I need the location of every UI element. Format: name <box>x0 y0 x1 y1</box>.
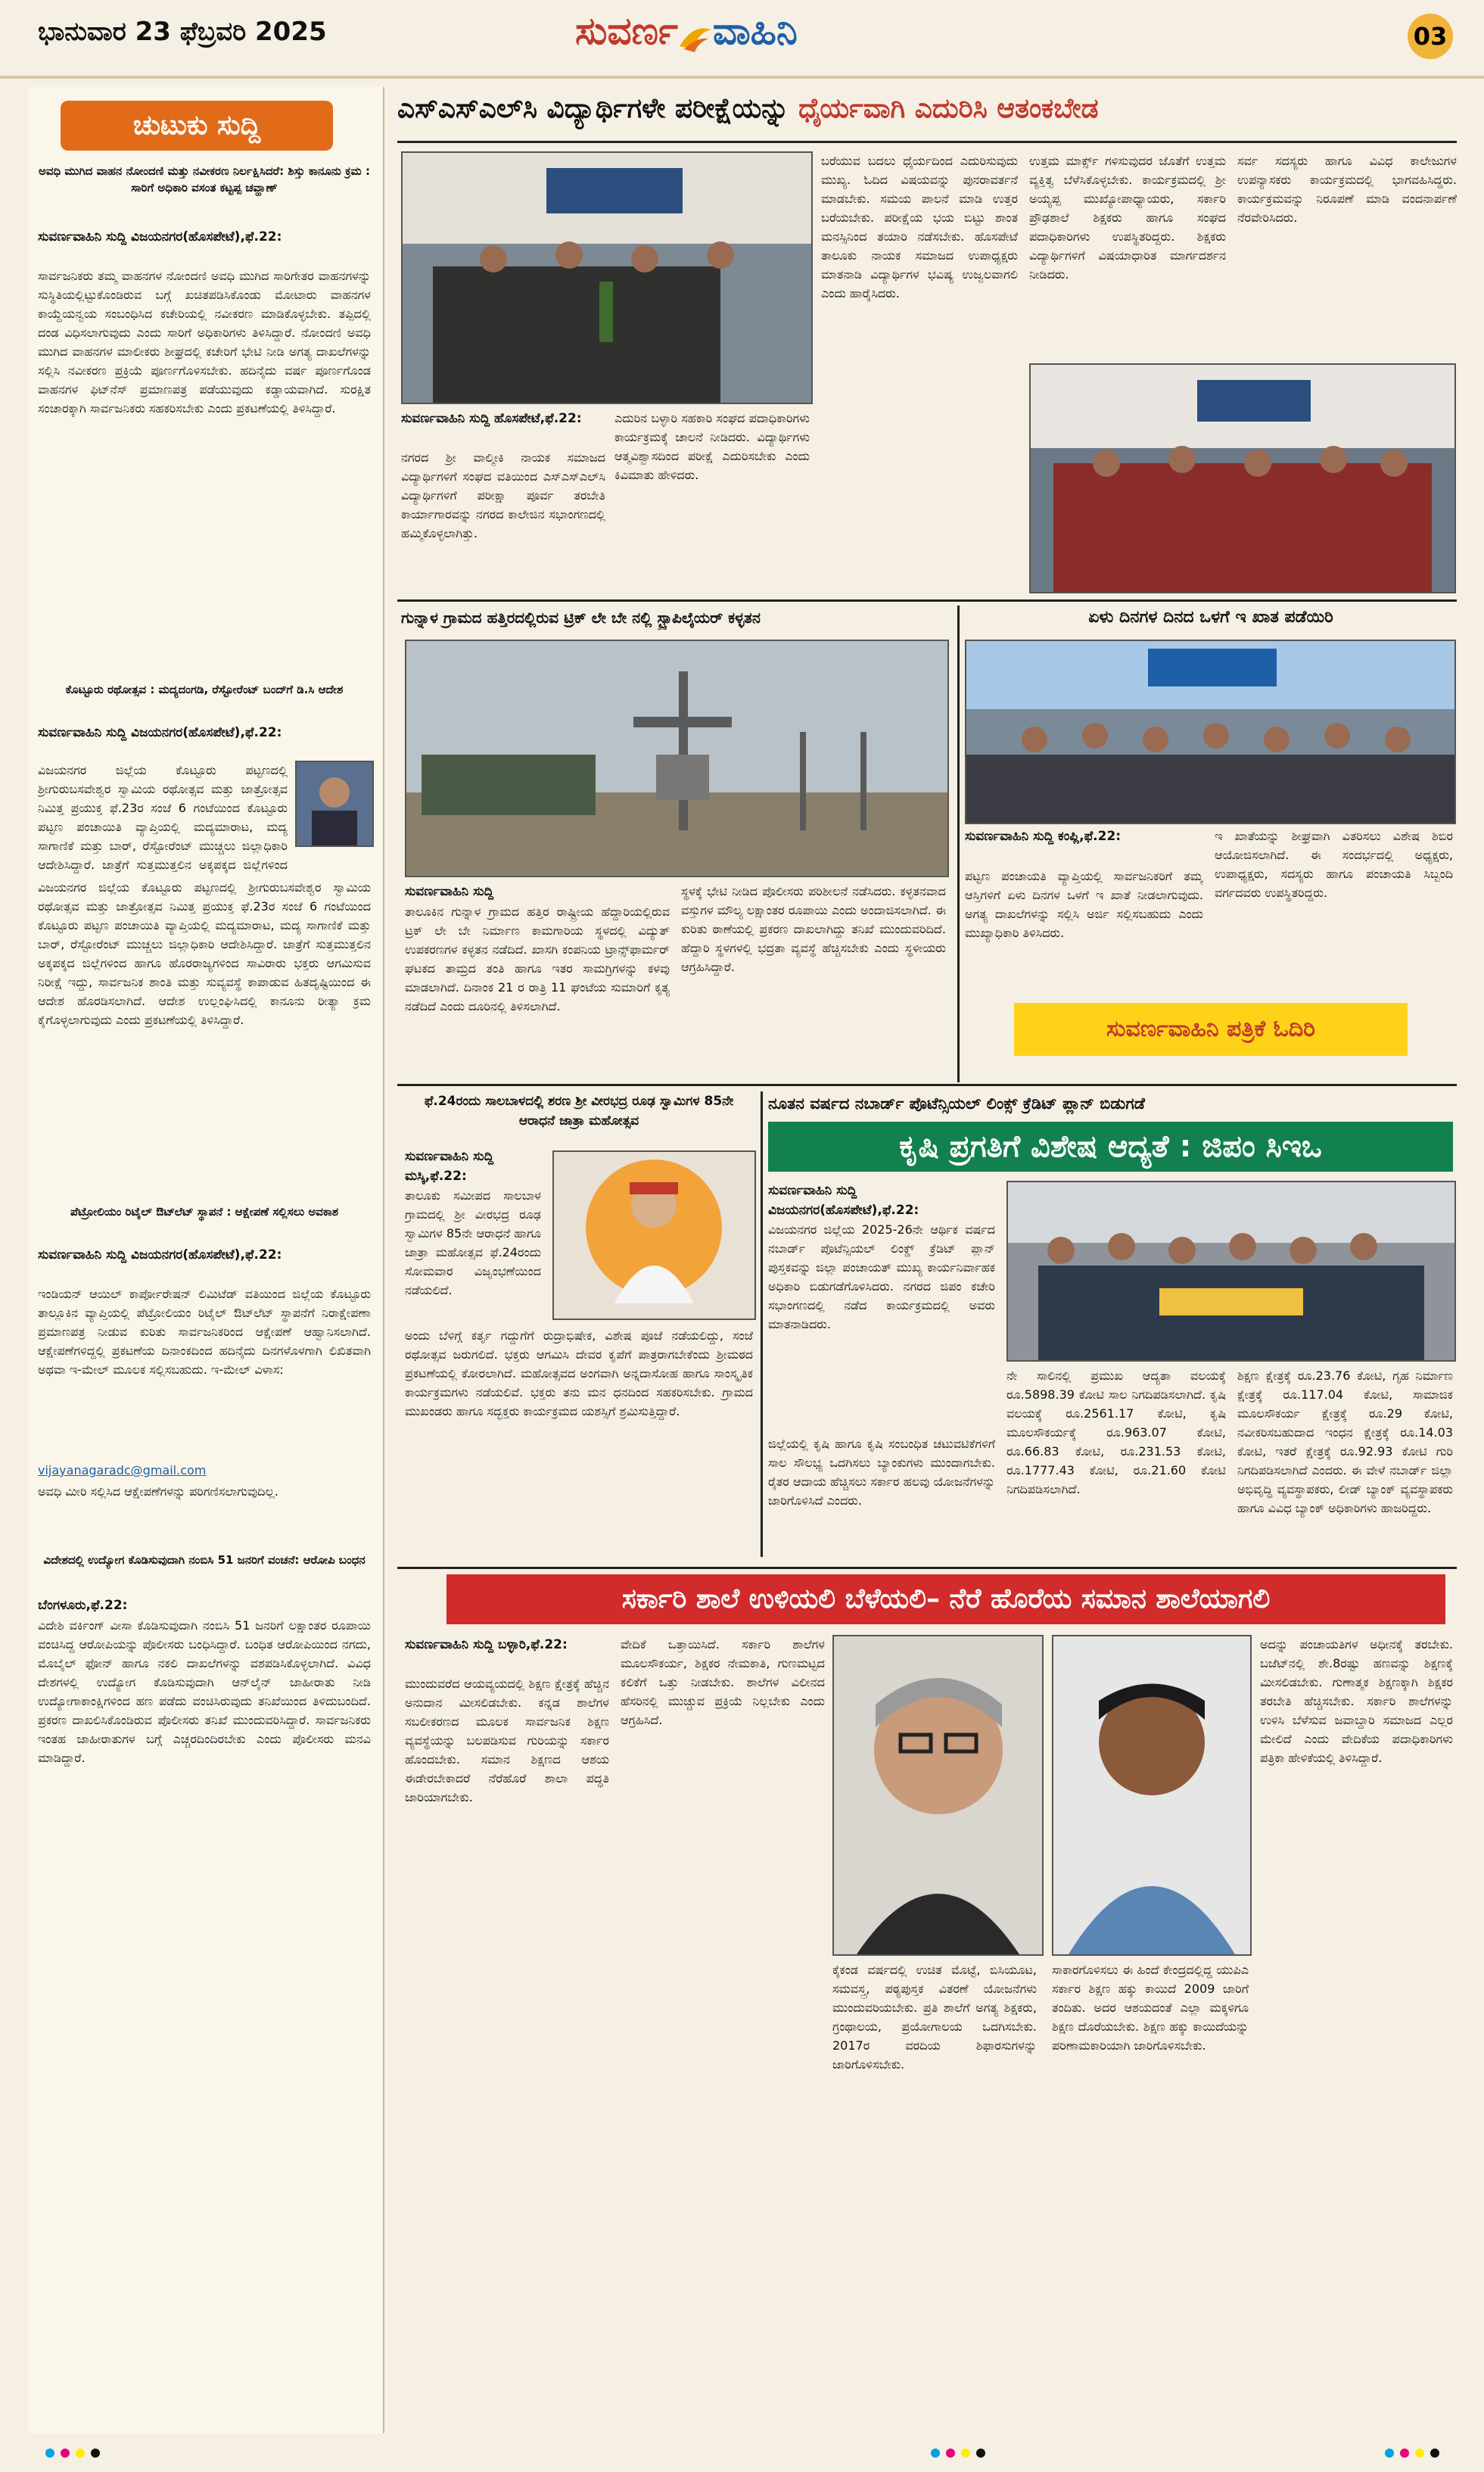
magenta-dot <box>1400 2449 1409 2458</box>
top-headline-part1: ಎಸ್‌ಎಸ್‌ಎಲ್‌ಸಿ ವಿದ್ಯಾರ್ಥಿಗಳೇ ಪರೀಕ್ಷೆಯನ್ನು <box>397 93 789 124</box>
school-body-a: ಮುಂದುವರೆದ ಆಯವ್ಯಯದಲ್ಲಿ ಶಿಕ್ಷಣ ಕ್ಷೇತ್ರಕ್ಕೆ ಹೆಚ್ಚಿನ ಅನುದಾನ ಮೀಸಲಿಡಬೇಕು. ಕನ್ನಡ ಶಾಲೆಗಳ ಸಬಲೀಕರಣದ ಮೂಲಕ ಸಾರ್ವಜನಿಕ ಶಿಕ್ಷಣ ವ್ಯವಸ್ಥೆಯನ್ನು ಬಲಪಡಿಸುವ ಗುರಿಯನ್ನು ಸರ್ಕಾರ ಹೊಂದಬೇಕು. ಸಮಾನ ಶಿಕ್ಷಣದ ಆಶಯ ಈಡೇರಬೇಕಾದರೆ ನೆರೆಹೊರೆ ಶಾಲಾ ಪದ್ಧತಿ ಜಾರಿಯಾಗಬೇಕು. <box>405 1677 609 1804</box>
tower-story-body-a: ತಾಲೂಕಿನ ಗುನ್ನಾಳ ಗ್ರಾಮದ ಹತ್ತಿರ ರಾಷ್ಟ್ರೀಯ ಹೆದ್ದಾರಿಯಲ್ಲಿರುವ ಟ್ರಕ್ ಲೇ ಬೇ ನಿರ್ಮಾಣ ಕಾಮಗಾರಿಯ ಸ್ಥಳದಲ್ಲಿ ವಿದ್ಯುತ್ ಉಪಕರಣಗಳ ಕಳ್ಳತನ ನಡೆದಿದೆ. ಖಾಸಗಿ ಕಂಪನಿಯ ಟ್ರಾನ್ಸ್‌ಫಾರ್ಮರ್ ಘಟಕದ ತಾಮ್ರದ ತಂತಿ ಹಾಗೂ ಇತರ ಸಾಮಗ್ರಿಗಳನ್ನು ಕಳವು ಮಾಡಲಾಗಿದೆ. ದಿನಾಂಕ 21 ರ ರಾತ್ರಿ 11 ಘಂಟೆಯ ಸುಮಾರಿಗೆ ಕೃತ್ಯ ನಡೆದಿದೆ ಎಂದು ದೂರಿನಲ್ಲಿ ತಿಳಿಸಲಾಗಿದೆ. <box>405 904 670 1013</box>
school-body-e: ಅದನ್ನು ಪಂಚಾಯತಿಗಳ ಅಧೀನಕ್ಕೆ ತರಬೇಕು. ಬಜೆಟ್‌ನಲ್ಲಿ ಶೇ.8ರಷ್ಟು ಹಣವನ್ನು ಶಿಕ್ಷಣಕ್ಕೆ ಮೀಸಲಿಡಬೇಕು. ಗುಣಾತ್ಮಕ ಶಿಕ್ಷಣಕ್ಕಾಗಿ ಶಿಕ್ಷಕರ ತರಬೇತಿ ಹೆಚ್ಚಿಸಬೇಕು. ಸರ್ಕಾರಿ ಶಾಲೆಗಳನ್ನು ಉಳಿಸಿ ಬೆಳೆಸುವ ಜವಾಬ್ದಾರಿ ಸಮಾಜದ ಎಲ್ಲರ ಮೇಲಿದೆ ಎಂದು ವೇದಿಕೆಯ ಪದಾಧಿಕಾರಿಗಳು ಪತ್ರಿಕಾ ಹೇಳಿಕೆಯಲ್ಲಿ ತಿಳಿಸಿದ್ದಾರೆ. <box>1260 1637 1453 1765</box>
yellow-dot <box>1415 2449 1424 2458</box>
brief1-body: ಸಾರ್ವಜನಿಕರು ತಮ್ಮ ವಾಹನಗಳ ನೋಂದಣಿ ಅವಧಿ ಮುಗಿದ ಸಾರಿಗೇತರ ವಾಹನಗಳನ್ನು ಸುಸ್ಥಿತಿಯಲ್ಲಿಟ್ಟುಕೊಂಡಿರುವ ಬಗ್ಗೆ ಖಚಿತಪಡಿಸಿಕೊಂಡು ಮೋಟಾರು ವಾಹನಗಳ ಕಾಯ್ದೆಯನ್ವಯ ಸಂಬಂಧಿಸಿದ ಕಚೇರಿಯಲ್ಲಿ ನವೀಕರಣ ಮಾಡಿಕೊಳ್ಳಬೇಕು. ತಪ್ಪಿದಲ್ಲಿ ದಂಡ ವಿಧಿಸಲಾಗುವುದು ಎಂದು ಸಾರಿಗೆ ಅಧಿಕಾರಿಗಳು ತಿಳಿಸಿದ್ದಾರೆ. ನೋಂದಣಿ ಅವಧಿ ಮುಗಿದ ವಾಹನಗಳ ಮಾಲೀಕರು ಶೀಘ್ರದಲ್ಲಿ ಕಚೇರಿಗೆ ಭೇಟಿ ನೀಡಿ ಅಗತ್ಯ ದಾಖಲೆಗಳನ್ನು ಸಲ್ಲಿಸಿ ನವೀಕರಣ ಪ್ರಕ್ರಿಯೆ ಪೂರ್ಣಗೊಳಿಸಬೇಕು. ಹದಿನೈದು ವರ್ಷ ಪೂರ್ಣಗೊಂಡ ವಾಹನಗಳ ಫಿಟ್‌ನೆಸ್ ಪ್ರಮಾಣಪತ್ರ ಪಡೆಯುವುದು ಕಡ್ಡಾಯವಾಗಿದೆ. ಸುರಕ್ಷಿತ ಸಂಚಾರಕ್ಕಾಗಿ ಸಾರ್ವಜನಿಕರು ಸಹಕರಿಸಬೇಕು ಎಂದು ಪ್ರಕಟಣೆಯಲ್ಲಿ ತಿಳಿಸಿದ್ದಾರೆ. <box>38 269 371 416</box>
print-registration-marks-left <box>45 2449 100 2458</box>
school-body-c: ಕೈಕಂಡ ವರ್ಷದಲ್ಲಿ ಉಚಿತ ಮೊಟ್ಟೆ, ಬಿಸಿಯೂಟ, ಸಮವಸ್ತ್ರ, ಪಠ್ಯಪುಸ್ತಕ ವಿತರಣೆ ಯೋಜನೆಗಳು ಮುಂದುವರಿಯಬೇಕು. ಪ್ರತಿ ಶಾಲೆಗೆ ಅಗತ್ಯ ಶಿಕ್ಷಕರು, ಗ್ರಂಥಾಲಯ, ಪ್ರಯೋಗಾಲಯ ಒದಗಿಸಬೇಕು. 2017ರ ವರದಿಯ ಶಿಫಾರಸುಗಳನ್ನು ಜಾರಿಗೊಳಿಸಬೇಕು. <box>832 1963 1037 2072</box>
school-body-b: ವೇದಿಕೆ ಒತ್ತಾಯಿಸಿದೆ. ಸರ್ಕಾರಿ ಶಾಲೆಗಳ ಮೂಲಸೌಕರ್ಯ, ಶಿಕ್ಷಕರ ನೇಮಕಾತಿ, ಗುಣಮಟ್ಟದ ಕಲಿಕೆಗೆ ಒತ್ತು ನೀಡಬೇಕು. ಶಾಲೆಗಳ ವಿಲೀನದ ಹೆಸರಿನಲ್ಲಿ ಮುಚ್ಚುವ ಪ್ರಕ್ರಿಯೆ ನಿಲ್ಲಬೇಕು ಎಂದು ಆಗ್ರಹಿಸಿದೆ. <box>621 1637 825 1727</box>
mahotsava-byline: ಸುವರ್ಣವಾಹಿನಿ ಸುದ್ದಿ ಮಸ್ಕಿ,ಫೆ.22: <box>405 1149 494 1184</box>
school-byline: ಸುವರ್ಣವಾಹಿನಿ ಸುದ್ದಿ ಬಳ್ಳಾರಿ,ಫೆ.22: <box>405 1637 568 1652</box>
mahotsava-headline: ಫೆ.24ರಂದು ಸಾಲಬಾಳದಲ್ಲಿ ಶರಣ ಶ್ರೀ ವೀರಭದ್ರ ರೂಢ ಸ್ವಾಮಿಗಳ 85ನೇ ಆರಾಧನೆ ಜಾತ್ರಾ ಮಹೋತ್ಸವ <box>424 1094 734 1129</box>
top-story-body-e: ಸರ್ವ ಸದಸ್ಯರು ಹಾಗೂ ವಿವಿಧ ಕಾಲೇಜುಗಳ ಉಪನ್ಯಾಸಕರು ಕಾರ್ಯಕ್ರಮದಲ್ಲಿ ಭಾಗವಹಿಸಿದ್ದರು. ಕಾರ್ಯಕ್ರಮವನ್ನು ನಿರೂಪಣೆ ಮಾಡಿ ವಂದನಾರ್ಪಣೆ ನೆರವೇರಿಸಿದರು. <box>1237 154 1457 225</box>
transformer-site-photo <box>405 640 949 877</box>
black-dot <box>976 2449 985 2458</box>
school-body-d: ಸಾಕಾರಗೊಳಿಸಲು ಈ ಹಿಂದೆ ಕೇಂದ್ರದಲ್ಲಿದ್ದ ಯುಪಿಎ ಸರ್ಕಾರ ಶಿಕ್ಷಣ ಹಕ್ಕು ಕಾಯಿದೆ 2009 ಜಾರಿಗೆ ತಂದಿತು. ಅದರ ಆಶಯದಂತೆ ಎಲ್ಲಾ ಮಕ್ಕಳಿಗೂ ಶಿಕ್ಷಣ ದೊರೆಯಬೇಕು. ಶಿಕ್ಷಣ ಹಕ್ಕು ಕಾಯಿದೆಯನ್ನು ಪರಿಣಾಮಕಾರಿಯಾಗಿ ಜಾರಿಗೊಳಿಸಬೇಕು. <box>1052 1963 1249 2053</box>
contact-email-link[interactable]: vijayanagaradc@gmail.com <box>38 1463 207 1477</box>
print-registration-marks-center <box>931 2449 985 2458</box>
top-headline-part2: ಧೈರ್ಯವಾಗಿ ಎದುರಿಸಿ ಆತಂಕಬೇಡ <box>798 93 1099 124</box>
brief1-headline: ಅವಧಿ ಮುಗಿದ ವಾಹನ ನೋಂದಣಿ ಮತ್ತು ನವೀಕರಣ ನಿರ್ಲಕ್ಷಿಸಿದರೆ: ಶಿಸ್ತು ಕಾನೂನು ಕ್ರಮ : ಸಾರಿಗೆ ಅಧಿಕಾರಿ ವಸಂತ ಕಟ್ಟಪ್ಪ ಚವ್ಹಾಣ್ <box>38 164 371 195</box>
seminar-audience-photo <box>1029 363 1456 593</box>
divider <box>397 1567 1457 1569</box>
newspaper-promo-box: ಸುವರ್ಣವಾಹಿನಿ ಪತ್ರಿಕೆ ಓದಿರಿ <box>1014 1003 1408 1056</box>
nabard-byline: ಸುವರ್ಣವಾಹಿನಿ ಸುದ್ದಿ ವಿಜಯನಗರ(ಹೊಸಪೇಟೆ),ಫೆ.22: <box>768 1183 919 1218</box>
yellow-dot <box>961 2449 970 2458</box>
brief3-byline: ಸುವರ್ಣವಾಹಿನಿ ಸುದ್ದಿ ವಿಜಯನಗರ(ಹೊಸಪೇಟೆ),ಫೆ.22: <box>38 1247 282 1262</box>
divider <box>957 606 960 1082</box>
page-number: 03 <box>1408 14 1453 59</box>
top-story-headline <box>397 89 1457 135</box>
nabard-body-a: ವಿಜಯನಗರ ಜಿಲ್ಲೆಯ 2025-26ನೇ ಆರ್ಥಿಕ ವರ್ಷದ ನಬಾರ್ಡ್ ಪೊಟೆನ್ಸಿಯಲ್ ಲಿಂಕ್ಡ್ ಕ್ರೆಡಿಟ್ ಪ್ಲಾನ್ ಪುಸ್ತಕವನ್ನು ಜಿಲ್ಲಾ ಪಂಚಾಯತ್ ಮುಖ್ಯ ಕಾರ್ಯನಿರ್ವಾಹಕ ಅಧಿಕಾರಿ ಬಿಡುಗಡೆಗೊಳಿಸಿದರು. ನಗರದ ಜಿಪಂ ಕಚೇರಿ ಸಭಾಂಗಣದಲ್ಲಿ ನಡೆದ ಕಾರ್ಯಕ್ರಮದಲ್ಲಿ ಅವರು ಮಾತನಾಡಿದರು. <box>768 1222 995 1331</box>
top-story-byline: ಸುವರ್ಣವಾಹಿನಿ ಸುದ್ದಿ ಹೊಸಪೇಟೆ,ಫೆ.22: <box>401 411 582 426</box>
tower-story-byline: ಸುವರ್ಣವಾಹಿನಿ ಸುದ್ದಿ <box>405 884 494 899</box>
top-story-body-a: ನಗರದ ಶ್ರೀ ವಾಲ್ಮೀಕಿ ನಾಯಕ ಸಮಾಜದ ವಿದ್ಯಾರ್ಥಿಗಳಿಗೆ ಸಂಘದ ವತಿಯಿಂದ ಎಸ್‌ಎಸ್‌ಎಲ್‌ಸಿ ವಿದ್ಯಾರ್ಥಿಗಳಿಗೆ ಪರೀಕ್ಷಾ ಪೂರ್ವ ತರಬೇತಿ ಕಾರ್ಯಾಗಾರವನ್ನು ನಗರದ ಕಾಲೇಜಿನ ಸಭಾಂಗಣದಲ್ಲಿ ಹಮ್ಮಿಕೊಳ್ಳಲಾಗಿತ್ತು. <box>401 450 605 540</box>
brief4-body: ವಿದೇಶಿ ವರ್ಕಿಂಗ್ ವೀಸಾ ಕೊಡಿಸುವುದಾಗಿ ನಂಬಿಸಿ 51 ಜನರಿಗೆ ಲಕ್ಷಾಂತರ ರೂಪಾಯಿ ವಂಚಿಸಿದ್ದ ಆರೋಪಿಯನ್ನು ಪೊಲೀಸರು ಬಂಧಿಸಿದ್ದಾರೆ. ಬಂಧಿತ ಆರೋಪಿಯಿಂದ ನಗದು, ಮೊಬೈಲ್ ಫೋನ್ ಹಾಗೂ ನಕಲಿ ದಾಖಲೆಗಳನ್ನು ವಶಪಡಿಸಿಕೊಳ್ಳಲಾಗಿದೆ. ವಿವಿಧ ದೇಶಗಳಲ್ಲಿ ಉದ್ಯೋಗ ಕೊಡಿಸುವುದಾಗಿ ಆನ್‌ಲೈನ್ ಜಾಹೀರಾತು ನೀಡಿ ಉದ್ಯೋಗಾಕಾಂಕ್ಷಿಗಳಿಂದ ಹಣ ಪಡೆದು ವಂಚಿಸಿರುವುದು ತನಿಖೆಯಿಂದ ತಿಳಿದುಬಂದಿದೆ. ಪ್ರಕರಣ ದಾಖಲಿಸಿಕೊಂಡಿರುವ ಪೊಲೀಸರು ತನಿಖೆ ಮುಂದುವರಿಸಿದ್ದಾರೆ. ಸಾರ್ವಜನಿಕರು ಇಂತಹ ಜಾಹೀರಾತುಗಳ ಬಗ್ಗೆ ಎಚ್ಚರದಿಂದಿರಬೇಕು ಎಂದು ಪೊಲೀಸರು ಮನವಿ ಮಾಡಿದ್ದಾರೆ. <box>38 1618 371 1765</box>
brand-name <box>575 9 798 54</box>
brief4-headline: ವಿದೇಶದಲ್ಲಿ ಉದ್ಯೋಗ ಕೊಡಿಸುವುದಾಗಿ ನಂಬಿಸಿ 51 ಜನರಿಗೆ ವಂಚನೆ: ಆರೋಪಿ ಬಂಧನ <box>43 1553 366 1567</box>
yellow-dot <box>76 2449 85 2458</box>
divider <box>397 1084 1457 1086</box>
top-story-body-d: ಉತ್ತಮ ಮಾರ್ಕ್ಸ್ ಗಳಿಸುವುದರ ಜೊತೆಗೆ ಉತ್ತಮ ವ್ಯಕ್ತಿತ್ವ ಬೆಳೆಸಿಕೊಳ್ಳಬೇಕು. ಕಾರ್ಯಕ್ರಮದಲ್ಲಿ ಶ್ರೀ ಅಯ್ಯಪ್ಪ ಮುಖ್ಯೋಪಾಧ್ಯಾಯರು, ಸರ್ಕಾರಿ ಪ್ರೌಢಶಾಲೆ ಶಿಕ್ಷಕರು ಹಾಗೂ ಸಂಘದ ಪದಾಧಿಕಾರಿಗಳು ಉಪಸ್ಥಿತರಿದ್ದರು. ಶಿಕ್ಷಕರು ವಿದ್ಯಾರ್ಥಿಗಳಿಗೆ ವಿಷಯಾಧಾರಿತ ಮಾರ್ಗದರ್ಶನ ನೀಡಿದರು. <box>1029 154 1226 282</box>
nabard-body-d: ಶಿಕ್ಷಣ ಕ್ಷೇತ್ರಕ್ಕೆ ರೂ.23.76 ಕೋಟಿ, ಗೃಹ ನಿರ್ಮಾಣ ಕ್ಷೇತ್ರಕ್ಕೆ ರೂ.117.04 ಕೋಟಿ, ಸಾಮಾಜಿಕ ಮೂಲಸೌಕರ್ಯ ಕ್ಷೇತ್ರಕ್ಕೆ ರೂ.29 ಕೋಟಿ, ನವೀಕರಿಸಬಹುದಾದ ಇಂಧನ ಕ್ಷೇತ್ರಕ್ಕೆ ರೂ.14.03 ಕೋಟಿ, ಇತರೆ ಕ್ಷೇತ್ರಕ್ಕೆ ರೂ.92.93 ಕೋಟಿ ಗುರಿ ನಿಗದಿಪಡಿಸಲಾಗಿದೆ ಎಂದರು. ಈ ವೇಳೆ ನಬಾರ್ಡ್ ಜಿಲ್ಲಾ ಅಭಿವೃದ್ಧಿ ವ್ಯವಸ್ಥಾಪಕರು, ಲೀಡ್ ಬ್ಯಾಂಕ್ ವ್ಯವಸ್ಥಾಪಕರು ಹಾಗೂ ವಿವಿಧ ಬ್ಯಾಂಕ್ ಅಧಿಕಾರಿಗಳು ಹಾಜರಿದ್ದರು. <box>1237 1368 1453 1515</box>
tower-story-body-b: ಸ್ಥಳಕ್ಕೆ ಭೇಟಿ ನೀಡಿದ ಪೊಲೀಸರು ಪರಿಶೀಲನೆ ನಡೆಸಿದರು. ಕಳ್ಳತನವಾದ ವಸ್ತುಗಳ ಮೌಲ್ಯ ಲಕ್ಷಾಂತರ ರೂಪಾಯಿ ಎಂದು ಅಂದಾಜಿಸಲಾಗಿದೆ. ಈ ಕುರಿತು ಠಾಣೆಯಲ್ಲಿ ಪ್ರಕರಣ ದಾಖಲಾಗಿದ್ದು ತನಿಖೆ ಮುಂದುವರಿದಿದೆ. ಹೆದ್ದಾರಿ ಸ್ಥಳಗಳಲ್ಲಿ ಭದ್ರತಾ ವ್ಯವಸ್ಥೆ ಹೆಚ್ಚಿಸಬೇಕು ಎಂದು ಸ್ಥಳೀಯರು ಆಗ್ರಹಿಸಿದ್ದಾರೆ. <box>681 884 946 974</box>
brief1-byline: ಸುವರ್ಣವಾಹಿನಿ ಸುದ್ದಿ ವಿಜಯನಗರ(ಹೊಸಪೇಟೆ),ಫೆ.22: <box>38 229 282 244</box>
brief2-headline: ಕೊಟ್ಟೂರು ರಥೋತ್ಸವ : ಮದ್ಯದಂಗಡಿ, ರೆಸ್ಟೋರೆಂಟ್ ಬಂದ್‍ಗೆ ಡಿ.ಸಿ ಆದೇಶ <box>65 683 344 696</box>
brief3-tail: ಅವಧಿ ಮೀರಿ ಸಲ್ಲಿಸಿದ ಆಕ್ಷೇಪಣೆಗಳನ್ನು ಪರಿಗಣಿಸಲಾಗುವುದಿಲ್ಲ. <box>38 1484 278 1499</box>
speaker-one-photo <box>832 1635 1044 1956</box>
divider <box>397 599 1457 602</box>
swamiji-portrait-photo <box>552 1150 756 1320</box>
ekhata-story-body-b: ಇ ಖಾತೆಯನ್ನು ಶೀಘ್ರವಾಗಿ ವಿತರಿಸಲು ವಿಶೇಷ ಶಿಬಿರ ಆಯೋಜಿಸಲಾಗಿದೆ. ಈ ಸಂದರ್ಭದಲ್ಲಿ ಅಧ್ಯಕ್ಷರು, ಉಪಾಧ್ಯಕ್ಷರು, ಸದಸ್ಯರು ಹಾಗೂ ಪಂಚಾಯತಿ ಸಿಬ್ಬಂದಿ ವರ್ಗದವರು ಉಪಸ್ಥಿತರಿದ್ದರು. <box>1215 829 1453 900</box>
cyan-dot <box>1385 2449 1394 2458</box>
nabard-body-c: ನೇ ಸಾಲಿನಲ್ಲಿ ಪ್ರಮುಖ ಆದ್ಯತಾ ವಲಯಕ್ಕೆ ರೂ.5898.39 ಕೋಟಿ ಸಾಲ ನಿಗದಿಪಡಿಸಲಾಗಿದೆ. ಕೃಷಿ ವಲಯಕ್ಕೆ ರೂ.2561.17 ಕೋಟಿ, ಕೃಷಿ ಮೂಲಸೌಕರ್ಯಕ್ಕೆ ರೂ.963.07 ಕೋಟಿ, ರೂ.66.83 ಕೋಟಿ, ರೂ.231.53 ಕೋಟಿ, ರೂ.1777.43 ಕೋಟಿ, ರೂ.21.60 ಕೋಟಿ ನಿಗದಿಪಡಿಸಲಾಗಿದೆ. <box>1006 1368 1226 1496</box>
official-portrait-photo <box>295 761 374 847</box>
column-label: ಚುಟುಕು ಸುದ್ದಿ <box>61 101 333 151</box>
nabard-release-photo <box>1006 1181 1456 1362</box>
speaker-two-photo <box>1052 1635 1252 1956</box>
cyan-dot <box>931 2449 940 2458</box>
ekhata-story-body-a: ಪಟ್ಟಣ ಪಂಚಾಯತಿ ವ್ಯಾಪ್ತಿಯಲ್ಲಿ ಸಾರ್ವಜನಿಕರಿಗೆ ತಮ್ಮ ಆಸ್ತಿಗಳಿಗೆ ಏಳು ದಿನಗಳ ಒಳಗೆ ಇ ಖಾತೆ ನೀಡಲಾಗುವುದು. ಅಗತ್ಯ ದಾಖಲೆಗಳನ್ನು ಸಲ್ಲಿಸಿ ಅರ್ಜಿ ಸಲ್ಲಿಸಬಹುದು ಎಂದು ಮುಖ್ಯಾಧಿಕಾರಿ ತಿಳಿಸಿದರು. <box>965 869 1203 940</box>
black-dot <box>1430 2449 1439 2458</box>
cyan-dot <box>45 2449 54 2458</box>
divider <box>761 1091 763 1557</box>
issue-date: ಭಾನುವಾರ 23 ಫೆಬ್ರವರಿ 2025 <box>38 17 327 47</box>
ekhata-meeting-photo <box>965 640 1456 824</box>
top-story-body-c: ಬರೆಯುವ ಬದಲು ಧೈರ್ಯದಿಂದ ಎದುರಿಸುವುದು ಮುಖ್ಯ. ಓದಿದ ವಿಷಯವನ್ನು ಪುನರಾವರ್ತನೆ ಮಾಡಬೇಕು. ಸಮಯ ಪಾಲನೆ ಮಾಡಿ ಉತ್ತರ ಬರೆಯಬೇಕು. ಪರೀಕ್ಷೆಯ ಭಯ ಬಿಟ್ಟು ಶಾಂತ ಮನಸ್ಸಿನಿಂದ ತಯಾರಿ ನಡೆಸಬೇಕು. ಹೊಸಪೇಟೆ ತಾಲೂಕು ನಾಯಕ ಸಮಾಜದ ಉಪಾಧ್ಯಕ್ಷರು ಮಾತನಾಡಿ ವಿದ್ಯಾರ್ಥಿಗಳ ಭವಿಷ್ಯ ಉಜ್ವಲವಾಗಲಿ ಎಂದು ಹಾರೈಸಿದರು. <box>821 154 1018 300</box>
brand-part2: ವಾಹಿನಿ <box>712 9 798 53</box>
nabard-body-b: ಜಿಲ್ಲೆಯಲ್ಲಿ ಕೃಷಿ ಹಾಗೂ ಕೃಷಿ ಸಂಬಂಧಿತ ಚಟುವಟಿಕೆಗಳಿಗೆ ಸಾಲ ಸೌಲಭ್ಯ ಒದಗಿಸಲು ಬ್ಯಾಂಕುಗಳು ಮುಂದಾಗಬೇಕು. ರೈತರ ಆದಾಯ ಹೆಚ್ಚಿಸಲು ಸರ್ಕಾರ ಹಲವು ಯೋಜನೆಗಳನ್ನು ಜಾರಿಗೊಳಿಸಿದೆ ಎಂದರು. <box>768 1437 995 1508</box>
print-registration-marks-right <box>1385 2449 1439 2458</box>
nabard-kicker: ನೂತನ ವರ್ಷದ ನಬಾರ್ಡ್ ಪೊಟೆನ್ಸಿಯಲ್ ಲಿಂಕ್ಸ್ ಕ್ರೆಡಿಟ್ ಪ್ಲಾನ್ ಬಿಡುಗಡೆ <box>768 1094 1145 1113</box>
school-headline-banner: ಸರ್ಕಾರಿ ಶಾಲೆ ಉಳಿಯಲಿ ಬೆಳೆಯಲಿ– ನೆರೆ ಹೊರೆಯ ಸಮಾನ ಶಾಲೆಯಾಗಲಿ <box>446 1574 1445 1624</box>
tower-story-headline: ಗುನ್ನಾಳ ಗ್ರಾಮದ ಹತ್ತಿರದಲ್ಲಿರುವ ಟ್ರಿಕ್ ಲೇ ಬೇ ನಲ್ಲಿ ಸ್ಟ್ರಾಪಿಲೈಯರ್ ಕಳ್ಳತನ <box>401 609 761 627</box>
black-dot <box>91 2449 100 2458</box>
brief2-body-b: ವಿಜಯನಗರ ಜಿಲ್ಲೆಯ ಕೊಟ್ಟೂರು ಪಟ್ಟಣದಲ್ಲಿ ಶ್ರೀಗುರುಬಸವೇಶ್ವರ ಸ್ವಾಮಿಯ ರಥೋತ್ಸವ ಮತ್ತು ಜಾತ್ರೋತ್ಸವ ನಿಮಿತ್ತ ಪ್ರಯುಕ್ತ ಫೆ.23ರ ಸಂಜೆ 6 ಗಂಟೆಯಿಂದ ಕೊಟ್ಟೂರು ಪಟ್ಟಣ ಪಂಚಾಯಿತಿ ವ್ಯಾಪ್ತಿಯಲ್ಲಿ ಮದ್ಯಮಾರಾಟ, ಮದ್ಯ ಸಾಗಾಣಿಕೆ ಮತ್ತು ಬಾರ್, ರೆಸ್ಟೋರೆಂಟ್ ಮುಚ್ಚಲು ಜಿಲ್ಲಾಧಿಕಾರಿ ಆದೇಶಿಸಿದ್ದಾರೆ. ಜಾತ್ರೆಗೆ ಸುತ್ತಮುತ್ತಲಿನ ಅಕ್ಕಪಕ್ಕದ ಜಿಲ್ಲೆಗಳಿಂದ ಹಾಗೂ ಹೊರರಾಜ್ಯಗಳಿಂದ ಸಾವಿರಾರು ಭಕ್ತರು ಆಗಮಿಸುವ ನಿರೀಕ್ಷೆ ಇದ್ದು, ಸಾರ್ವಜನಿಕ ಶಾಂತಿ ಮತ್ತು ಸುವ್ಯವಸ್ಥೆ ಕಾಪಾಡುವ ಹಿತದೃಷ್ಟಿಯಿಂದ ಈ ಆದೇಶ ಹೊರಡಿಸಲಾಗಿದೆ. ಆದೇಶ ಉಲ್ಲಂಘಿಸಿದಲ್ಲಿ ಕಾನೂನು ರೀತ್ಯಾ ಕ್ರಮ ಕೈಗೊಳ್ಳಲಾಗುವುದು ಎಂದು ಪ್ರಕಟಣೆಯಲ್ಲಿ ತಿಳಿಸಿದ್ದಾರೆ. <box>38 880 371 1027</box>
magenta-dot <box>946 2449 955 2458</box>
brand-logo-icon <box>678 19 713 49</box>
brief3-headline: ಪೆಟ್ರೋಲಿಯಂ ರಿಟೈಲ್ ಔಟ್‍ಲೆಟ್ ಸ್ಥಾಪನೆ : ಆಕ್ಷೇಪಣೆ ಸಲ್ಲಿಸಲು ಅವಕಾಶ <box>70 1205 339 1219</box>
ekhata-story-headline: ಏಳು ದಿನಗಳ ದಿನದ ಒಳಗೆ ಇ ಖಾತ ಪಡೆಯಿರಿ <box>1088 608 1333 627</box>
top-story-body-b: ಎದುರಿನ ಬಳ್ಳಾರಿ ಸಹಕಾರಿ ಸಂಘದ ಪದಾಧಿಕಾರಿಗಳು ಕಾರ್ಯಕ್ರಮಕ್ಕೆ ಚಾಲನೆ ನೀಡಿದರು. ವಿದ್ಯಾರ್ಥಿಗಳು ಆತ್ಮವಿಶ್ವಾಸದಿಂದ ಪರೀಕ್ಷೆ ಎದುರಿಸಬೇಕು ಎಂದು ಕಿವಿಮಾತು ಹೇಳಿದರು. <box>614 411 810 482</box>
brief2-body-a: ವಿಜಯನಗರ ಜಿಲ್ಲೆಯ ಕೊಟ್ಟೂರು ಪಟ್ಟಣದಲ್ಲಿ ಶ್ರೀಗುರುಬಸವೇಶ್ವರ ಸ್ವಾಮಿಯ ರಥೋತ್ಸವ ಮತ್ತು ಜಾತ್ರೋತ್ಸವ ನಿಮಿತ್ತ ಪ್ರಯುಕ್ತ ಫೆ.23ರ ಸಂಜೆ 6 ಗಂಟೆಯಿಂದ ಕೊಟ್ಟೂರು ಪಟ್ಟಣ ಪಂಚಾಯಿತಿ ವ್ಯಾಪ್ತಿಯಲ್ಲಿ ಮದ್ಯಮಾರಾಟ, ಮದ್ಯ ಸಾಗಾಣಿಕೆ ಮತ್ತು ಬಾರ್, ರೆಸ್ಟೋರೆಂಟ್ ಮುಚ್ಚಲು ಜಿಲ್ಲಾಧಿಕಾರಿ ಆದೇಶಿಸಿದ್ದಾರೆ. ಜಾತ್ರೆಗೆ ಸುತ್ತಮುತ್ತಲಿನ ಅಕ್ಕಪಕ್ಕದ ಜಿಲ್ಲೆಗಳಿಂದ <box>38 763 288 872</box>
seminar-stage-photo <box>401 151 813 404</box>
brief2-byline: ಸುವರ್ಣವಾಹಿನಿ ಸುದ್ದಿ ವಿಜಯನಗರ(ಹೊಸಪೇಟೆ),ಫೆ.22: <box>38 725 282 740</box>
brief4-byline: ಬೆಂಗಳೂರು,ಫೆ.22: <box>38 1598 128 1613</box>
magenta-dot <box>61 2449 70 2458</box>
mahotsava-body-a: ತಾಲೂಕು ಸಮೀಪದ ಸಾಲಬಾಳ ಗ್ರಾಮದಲ್ಲಿ ಶ್ರೀ ವೀರಭದ್ರ ರೂಢ ಸ್ವಾಮಿಗಳ 85ನೇ ಆರಾಧನೆ ಹಾಗೂ ಜಾತ್ರಾ ಮಹೋತ್ಸವ ಫೆ.24ರಂದು ಸೋಮವಾರ ವಿಜೃಂಭಣೆಯಿಂದ ನಡೆಯಲಿದೆ. <box>405 1188 541 1297</box>
mahotsava-body-b: ಅಂದು ಬೆಳಿಗ್ಗೆ ಕರ್ತೃ ಗದ್ದುಗೆಗೆ ರುದ್ರಾಭಿಷೇಕ, ವಿಶೇಷ ಪೂಜೆ ನಡೆಯಲಿದ್ದು, ಸಂಜೆ ರಥೋತ್ಸವ ಜರುಗಲಿದೆ. ಭಕ್ತರು ಆಗಮಿಸಿ ದೇವರ ಕೃಪೆಗೆ ಪಾತ್ರರಾಗಬೇಕೆಂದು ಶ್ರೀಮಠದ ಪ್ರಕಟಣೆಯಲ್ಲಿ ಕೋರಲಾಗಿದೆ. ಮಹೋತ್ಸವದ ಅಂಗವಾಗಿ ಅನ್ನದಾಸೋಹ ಹಾಗೂ ಸಾಂಸ್ಕೃತಿಕ ಕಾರ್ಯಕ್ರಮಗಳು ನಡೆಯಲಿವೆ. ಭಕ್ತರು ತನು ಮನ ಧನದಿಂದ ಸಹಕರಿಸಬೇಕು. ಗ್ರಾಮದ ಮುಖಂಡರು ಹಾಗೂ ಸದ್ಭಕ್ತರು ಕಾರ್ಯಕ್ರಮದ ಯಶಸ್ಸಿಗೆ ಶ್ರಮಿಸುತ್ತಿದ್ದಾರೆ. <box>405 1328 753 1418</box>
ekhata-story-byline: ಸುವರ್ಣವಾಹಿನಿ ಸುದ್ದಿ ಕಂಪ್ಲಿ,ಫೆ.22: <box>965 829 1122 844</box>
brief3-body: ಇಂಡಿಯನ್ ಆಯಿಲ್ ಕಾರ್ಪೋರೇಷನ್ ಲಿಮಿಟೆಡ್ ವತಿಯಿಂದ ಜಿಲ್ಲೆಯ ಕೊಟ್ಟೂರು ತಾಲ್ಲೂಕಿನ ವ್ಯಾಪ್ತಿಯಲ್ಲಿ ಪೆಟ್ರೋಲಿಯಂ ರಿಟೈಲ್ ಔಟ್‍ಲೆಟ್ ಸ್ಥಾಪನೆಗೆ ನಿರಾಕ್ಷೇಪಣಾ ಪ್ರಮಾಣಪತ್ರ ನೀಡುವ ಕುರಿತು ಸಾರ್ವಜನಿಕರಿಂದ ಆಕ್ಷೇಪಣೆ ಆಹ್ವಾನಿಸಲಾಗಿದೆ. ಆಕ್ಷೇಪಣೆಗಳಿದ್ದಲ್ಲಿ ಪ್ರಕಟಣೆಯ ದಿನಾಂಕದಿಂದ ಹದಿನೈದು ದಿನಗಳೊಳಗಾಗಿ ಲಿಖಿತವಾಗಿ ಅಥವಾ ಇ-ಮೇಲ್ ಮೂಲಕ ಸಲ್ಲಿಸಬಹುದು. ಇ-ಮೇಲ್ ವಿಳಾಸ: <box>38 1287 371 1377</box>
divider <box>397 141 1457 143</box>
nabard-headline-banner: ಕೃಷಿ ಪ್ರಗತಿಗೆ ವಿಶೇಷ ಆದ್ಯತೆ : ಜಿಪಂ ಸಿಇಒ <box>768 1122 1453 1172</box>
brand-part1: ಸುವರ್ಣ <box>575 9 678 53</box>
